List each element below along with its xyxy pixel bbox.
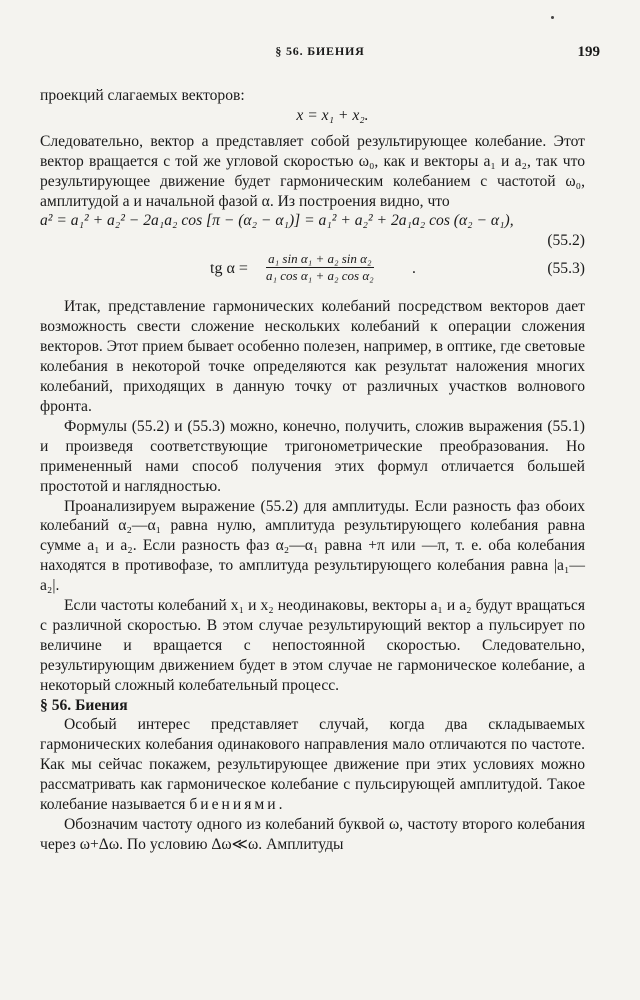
paragraph-frequencies: Если частоты колебаний x₁ и x₂ неодинаковы, векторы a₁ и a₂ будут вращаться с различной скоростью. В этом случае результирующий вектор a пульсирует по величине и вращается с непостоянной скоростью. Следовательно, результирующим движением будет в этом случае не гармоническое колебание, а некоторый сложный колебательный процесс. bbox=[40, 597, 585, 694]
paragraph-vector-method: Итак, представление гармонических колебаний посредством векторов дает возможность свести сложение нескольких колебаний к операции сложения векторов. Этот прием бывает особенно полезен, например, в оптике, где световые колебания в некоторой точке определяются как результат наложения многих колебаний, приходящих в данную точку от различных участков волнового фронта. bbox=[40, 298, 585, 415]
paragraph-intro: проекций слагаемых векторов: bbox=[40, 87, 245, 104]
paragraph-result-vector: Следовательно, вектор a представляет собой результирующее колебание. Этот вектор вращается с той же угловой скоростью ω₀, как и векторы a₁ и a₂, так что результирующее движение будет гармоническим колебанием с частотой ω₀, амплитудой a и начальной фазой α. Из построения видно, что bbox=[40, 132, 585, 210]
equation-55-3-number: (55.3) bbox=[547, 260, 585, 278]
body-text bbox=[40, 86, 585, 855]
equation-55-3: tg α = $\frac{\text{a₁ sin α₁ + a₂ sin α₂}}{\text{a₁ cos α₁ + a₂ cos α₂}}$ . (55.3) bbox=[210, 251, 585, 284]
paragraph-beats: Особый интерес представляет случай, когда два складываемых гармонических колебания одинакового направления мало отличаются по частоте. Как мы сейчас покажем, результирующее движение при этих условиях можно рассматривать как гармоническое колебание с пульсирующей амплитудой. Такое колебание называется биениями. bbox=[40, 716, 585, 814]
fraction-numerator: a₁ sin α₁ + a₂ sin α₂ bbox=[266, 251, 374, 268]
beats-term: биениями. bbox=[189, 796, 286, 814]
equation-55-2-number: (55.2) bbox=[547, 232, 585, 250]
section-heading: § 56. Биения bbox=[40, 696, 128, 714]
fraction-denominator: a₁ cos α₁ + a₂ cos α₂ bbox=[266, 268, 374, 284]
page-number: 199 bbox=[577, 44, 600, 60]
equation-55-2-body: a² = a₁² + a₂² − 2a₁a₂ cos [π − (α₂ − α₁)] = a₁² + a₂² + 2a₁a₂ cos (α₂ − α₁), bbox=[40, 212, 514, 230]
equation-55-3-lhs: tg α = bbox=[210, 260, 248, 278]
paragraph-notation: Обозначим частоту одного из колебаний буквой ω, частоту второго колебания через ω+Δω. По условию Δω≪ω. Амплитуды bbox=[40, 816, 585, 853]
equation-55-3-fraction bbox=[266, 251, 374, 284]
equation-55-2 bbox=[40, 211, 585, 231]
paragraph-amplitude: Проанализируем выражение (55.2) для амплитуды. Если разность фаз обоих колебаний α₂—α₁ равна нулю, амплитуда результирующего колебания равна сумме a₁ и a₂. Если разность фаз α₂—α₁ равна +π или —π, т. е. оба колебания находятся в противофазе, то амплитуда результирующего колебания равна |a₁—a₂|. bbox=[40, 497, 585, 595]
speck bbox=[551, 16, 554, 19]
running-header: § 56. БИЕНИЯ bbox=[275, 44, 365, 58]
paragraph-formulas: Формулы (55.2) и (55.3) можно, конечно, получить, сложив выражения (55.1) и произведя соответствующие тригонометрические преобразования. Но примененный нами способ получения этих формул отличается большей простотой и наглядностью. bbox=[40, 417, 585, 495]
equation-x: x = x₁ + x₂. bbox=[296, 106, 369, 124]
